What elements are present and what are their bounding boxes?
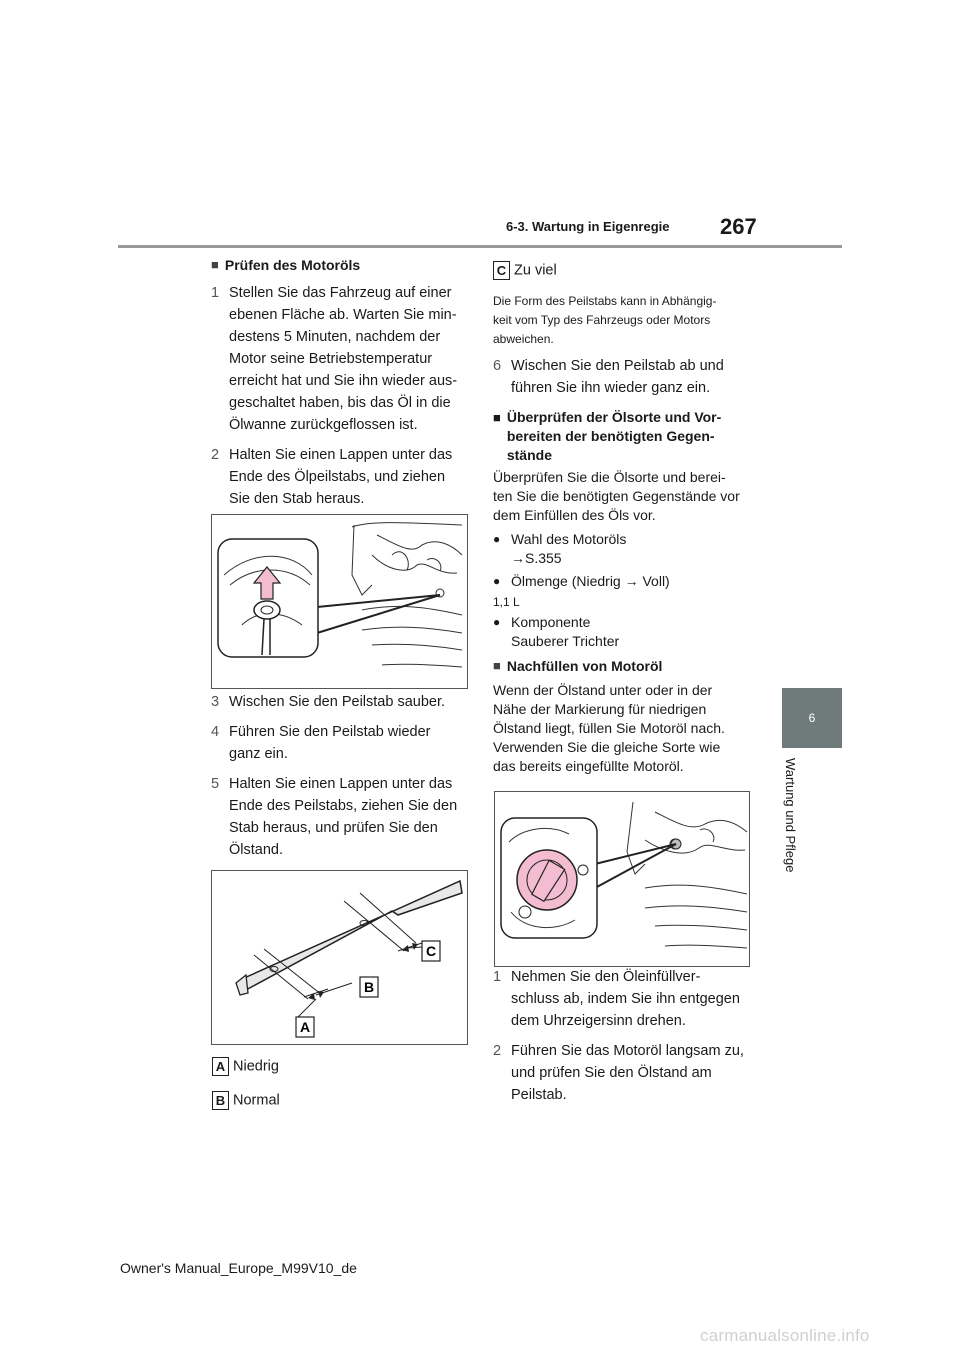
dipstick-note: Die Form des Peilstabs kann in Abhängig- keit vom Typ des Fahrzeugs oder Motors abweichen. bbox=[493, 294, 717, 346]
legend-a: A Niedrig bbox=[212, 1057, 279, 1076]
figure-oil-filler-cap bbox=[494, 791, 750, 967]
chapter-title: Wartung und Pflege bbox=[783, 758, 798, 873]
bullet-oil-choice: ● Wahl des Motoröls →S.355 bbox=[493, 531, 627, 566]
bullet-dot-icon: ● bbox=[493, 532, 501, 546]
figure-dipstick-levels bbox=[211, 870, 468, 1045]
dipstick-label-b bbox=[360, 977, 378, 997]
svg-text:B: B bbox=[363, 979, 375, 995]
oil-amount-value: 1,1 L bbox=[493, 595, 520, 609]
right-steps bbox=[493, 966, 755, 1106]
square-bullet-icon: ■ bbox=[211, 257, 219, 272]
heading-refill-oil: ■ Nachfüllen von Motoröl bbox=[493, 658, 663, 674]
left-column bbox=[211, 254, 471, 510]
square-bullet-icon: ■ bbox=[493, 410, 501, 425]
watermark: carmanualsonline.info bbox=[700, 1326, 870, 1345]
refill-step-1: 1 Nehmen Sie den Öleinfüllver- schluss ab, indem Sie ihn entgegen dem Uhrzeigersinn drehen. bbox=[493, 969, 740, 1029]
legend-b: B Normal bbox=[212, 1091, 280, 1110]
step-2: 2 Halten Sie einen Lappen unter das Ende des Ölpeilstabs, und ziehen Sie den Stab heraus. bbox=[211, 447, 453, 507]
section-title: 6-3. Wartung in Eigenregie bbox=[506, 219, 670, 234]
left-steps-continued bbox=[211, 691, 471, 861]
chapter-tab bbox=[782, 688, 842, 748]
footer-doc-name: Owner's Manual_Europe_M99V10_de bbox=[120, 1260, 357, 1276]
dipstick-label-c bbox=[422, 941, 440, 961]
step-3: 3 Wischen Sie den Peilstab sauber. bbox=[211, 694, 446, 710]
refill-paragraph: Wenn der Ölstand unter oder in der Nähe der Markierung für niedrigen Ölstand liegt, füllen Sie Motoröl nach. Verwenden Sie die gleiche Sorte wie das bereits eingefüllte Motoröl. bbox=[493, 682, 725, 774]
bullet-component: ● Komponente Sauberer Trichter bbox=[493, 614, 620, 649]
heading-check-oil: ■ Prüfen des Motoröls bbox=[211, 254, 471, 276]
square-bullet-icon: ■ bbox=[493, 658, 501, 673]
step-4: 4 Führen Sie den Peilstab wieder ganz ein. bbox=[211, 724, 431, 762]
bullet-oil-amount: ● Ölmenge (Niedrig → Voll) bbox=[493, 573, 670, 589]
svg-text:A: A bbox=[299, 1019, 311, 1035]
bullet-dot-icon: ● bbox=[493, 574, 501, 588]
bullet-dot-icon: ● bbox=[493, 615, 501, 629]
dipstick-label-a bbox=[296, 1017, 314, 1037]
figure-dipstick-location bbox=[211, 514, 468, 689]
step-6: 6 Wischen Sie den Peilstab ab und führen Sie ihn wieder ganz ein. bbox=[493, 358, 724, 396]
page-number: 267 bbox=[720, 214, 757, 239]
refill-step-2: 2 Führen Sie das Motoröl langsam zu, und prüfen Sie den Ölstand am Peilstab. bbox=[493, 1043, 744, 1103]
legend-c: C Zu viel bbox=[493, 261, 557, 280]
heading-oil-type: ■ Überprüfen der Ölsorte und Vor- bereiten der benötigten Gegen- stände bbox=[493, 409, 722, 463]
oil-type-paragraph: Überprüfen Sie die Ölsorte und berei- ten Sie die benötigten Gegenstände vor dem Einfüllen des Öls vor. bbox=[493, 469, 740, 523]
step-1: 1 Stellen Sie das Fahrzeug auf einer ebenen Fläche ab. Warten Sie min- destens 5 Minuten, nachdem der Motor seine Betriebstemperatur erreicht hat und Sie ihn wieder aus- geschaltet haben, bis das Öl in die Ölwanne zurückgeflossen ist. bbox=[211, 285, 458, 433]
svg-text:C: C bbox=[425, 943, 437, 959]
chapter-number: 6 bbox=[808, 711, 816, 725]
step-5: 5 Halten Sie einen Lappen unter das Ende des Peilstabs, ziehen Sie den Stab heraus, und prüfen Sie den Ölstand. bbox=[211, 776, 458, 858]
header-rule bbox=[118, 245, 842, 248]
chapter-side-label bbox=[783, 758, 803, 898]
